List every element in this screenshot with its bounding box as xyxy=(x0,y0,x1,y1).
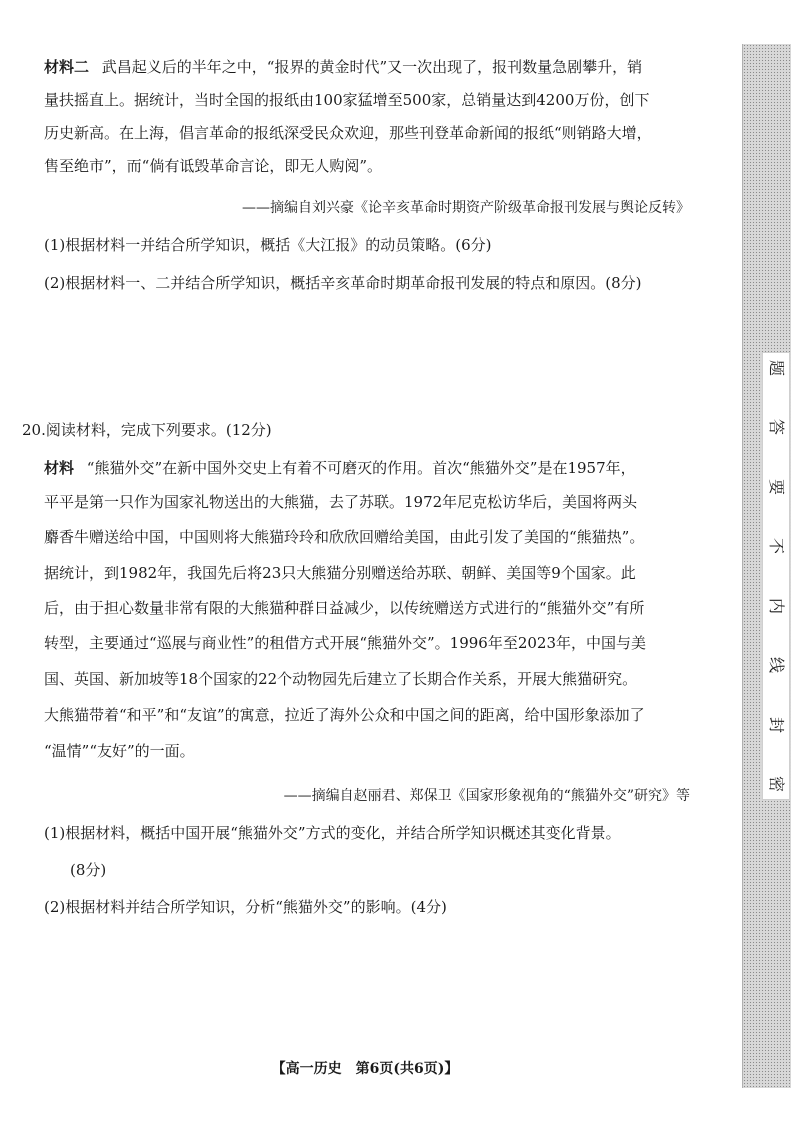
material-line-9: “温情”“友好”的一面。 xyxy=(44,742,195,760)
material2-text-1: 武昌起义后的半年之中，“报界的黄金时代”又一次出现了，报刊数量急剧攀升，销 xyxy=(101,58,643,76)
seal-char: 内 xyxy=(766,597,786,614)
seal-char: 密 xyxy=(766,775,786,792)
material2-line-1 xyxy=(44,57,704,77)
material-source: ——摘编自赵丽君、郑保卫《国家形象视角的“熊猫外交”研究》等 xyxy=(283,788,690,804)
material-text-1: “熊猫外交”在新中国外交史上有着不可磨灭的作用。首次“熊猫外交”是在1957年， xyxy=(86,459,636,477)
material-label: 材料 xyxy=(44,459,75,477)
question-20-2: (2)根据材料并结合所学知识，分析“熊猫外交”的影响。(4分) xyxy=(44,898,447,916)
material-line-2: 平平是第一只作为国家礼物送出的大熊猫，去了苏联。1972年尼克松访华后，美国将两头 xyxy=(44,493,638,511)
material-line-4: 据统计，到1982年，我国先后将23只大熊猫分别赠送给苏联、朝鲜、美国等9个国家。此 xyxy=(44,564,636,582)
question-20-1: (1)根据材料，概括中国开展“熊猫外交”方式的变化，并结合所学知识概述其变化背景。 xyxy=(44,824,621,842)
seal-char: 题 xyxy=(766,359,786,377)
material2-label: 材料二 xyxy=(44,58,90,76)
material2-line-3: 历史新高。在上海，倡言革命的报纸深受民众欢迎，那些刊登革命新闻的报纸“则销路大增， xyxy=(44,124,652,142)
material-line-8: 大熊猫带着“和平”和“友谊”的寓意，拉近了海外公众和中国之间的距离，给中国形象添加了 xyxy=(44,706,645,724)
material2-line-2: 量扶摇直上。据统计，当时全国的报纸由100家猛增至500家，总销量达到4200万份，创下 xyxy=(44,91,650,109)
seal-char: 要 xyxy=(766,478,786,495)
page-footer: 【高一历史 第6页(共6页)】 xyxy=(271,1061,459,1077)
question-20-title: 20.阅读材料，完成下列要求。(12分) xyxy=(22,421,272,439)
material-line-6: 转型，主要通过“巡展与商业性”的租借方式开展“熊猫外交”。1996年至2023年，中国与美 xyxy=(44,634,647,652)
seal-char: 封 xyxy=(766,716,786,733)
seal-char: 答 xyxy=(766,419,786,436)
question-19-2: (2)根据材料一、二并结合所学知识，概括辛亥革命时期革命报刊发展的特点和原因。(8分) xyxy=(44,274,642,292)
question-20-1-points: (8分) xyxy=(70,861,107,879)
material2-source: ——摘编自刘兴豪《论辛亥革命时期资产阶级革命报刊发展与舆论反转》 xyxy=(242,200,690,216)
material2-line-4: 售至绝市”，而“倘有诋毁革命言论，即无人购阅”。 xyxy=(44,157,383,175)
material-line-5: 后，由于担心数量非常有限的大熊猫种群日益减少，以传统赠送方式进行的“熊猫外交”有所 xyxy=(44,599,645,617)
seal-strip-label xyxy=(762,352,790,800)
material-line-7: 国、英国、新加坡等18个国家的22个动物园先后建立了长期合作关系，开展大熊猫研究。 xyxy=(44,670,638,688)
seal-char: 不 xyxy=(766,538,786,555)
material-line-1 xyxy=(44,458,704,478)
seal-char: 线 xyxy=(766,657,786,674)
question-19-1: (1)根据材料一并结合所学知识，概括《大江报》的动员策略。(6分) xyxy=(44,236,492,254)
material-line-3: 麝香牛赠送给中国，中国则将大熊猫玲玲和欣欣回赠给美国，由此引发了美国的“熊猫热”。 xyxy=(44,528,645,546)
